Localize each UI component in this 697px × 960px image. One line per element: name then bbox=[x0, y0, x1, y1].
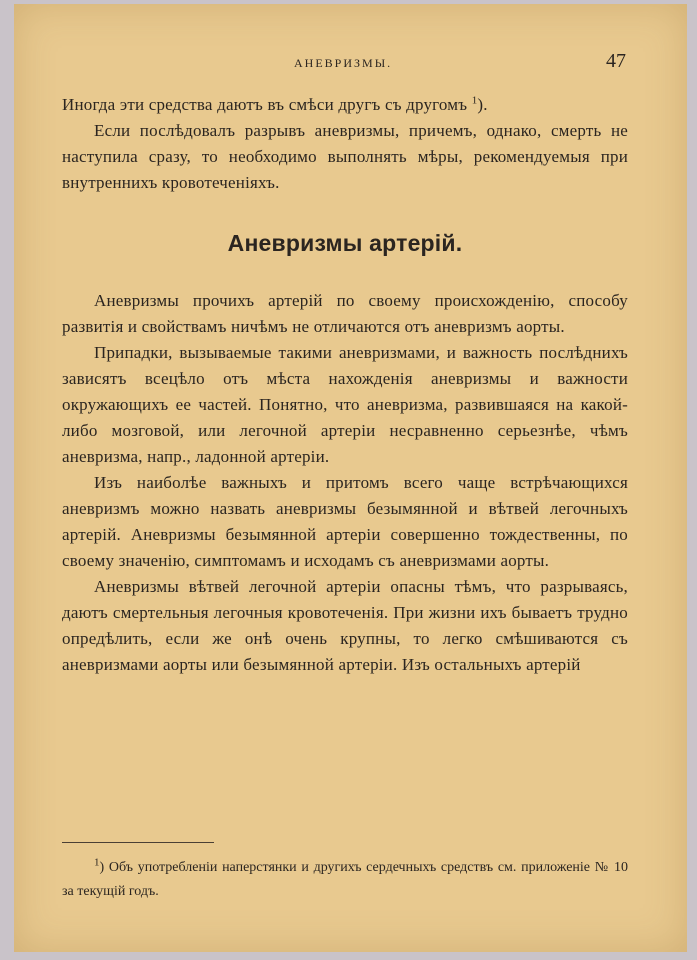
footnote-divider bbox=[62, 842, 214, 843]
footnote-marker: 1 bbox=[94, 856, 100, 869]
footnote bbox=[62, 856, 628, 904]
paragraph-continuation bbox=[62, 92, 628, 118]
paragraph-pulmonary: Аневризмы вѣтвей легочной артеріи опасны тѣмъ, что разрываясь, даютъ смертельныя легочныя кровотеченія. При жизни ихъ бываетъ трудно опредѣлить, если же онѣ очень крупны, то легко смѣшиваются съ аневризмами аорты или безымянной артеріи. Изъ остальныхъ артерій bbox=[62, 577, 628, 674]
paragraph-important-aneurysms: Изъ наиболѣе важныхъ и притомъ всего чаще встрѣчающихся аневризмъ можно назвать аневризмы безымянной и вѣтвей легочныхъ артерій. Аневризмы безымянной артеріи совершенно тождественны, по своему значенію, симптомамъ и исходамъ съ аневризмами аорты. bbox=[62, 473, 628, 570]
paragraph-text: Иногда эти средства даютъ въ смѣси другъ съ другомъ bbox=[62, 95, 472, 114]
paragraph-end: ). bbox=[477, 95, 488, 114]
book-page bbox=[14, 4, 687, 952]
page-number: 47 bbox=[606, 50, 626, 72]
body-text bbox=[62, 92, 628, 678]
section-heading: Аневризмы артерій. bbox=[227, 230, 463, 256]
running-head: АНЕВРИЗМЫ. bbox=[294, 56, 393, 70]
footnote-reference: 1 bbox=[471, 94, 478, 107]
paragraph-rupture: Если послѣдовалъ разрывъ аневризмы, причемъ, однако, смерть не наступила сразу, то необходимо выполнять мѣры, рекомендуемыя при внутреннихъ кровотеченіяхъ. bbox=[62, 121, 628, 192]
footnote-text: ) Объ употребленіи наперстянки и другихъ сердечныхъ средствъ см. приложеніе № 10 за текущій годъ. bbox=[62, 860, 628, 899]
paragraph-origin: Аневризмы прочихъ артерій по своему происхожденію, способу развитія и свойствамъ ничѣмъ не отличаются отъ аневризмъ аорты. bbox=[62, 291, 628, 336]
page-header bbox=[14, 52, 687, 74]
paragraph-symptoms: Припадки, вызываемые такими аневризмами, и важность послѣднихъ зависятъ всецѣло отъ мѣста нахожденія аневризмы и важности окружающихъ ее частей. Понятно, что аневризма, развившаяся на какой-либо мозговой, или легочной артеріи несравненно серьезнѣе, чѣмъ аневризма, напр., ладонной артеріи. bbox=[62, 343, 628, 466]
